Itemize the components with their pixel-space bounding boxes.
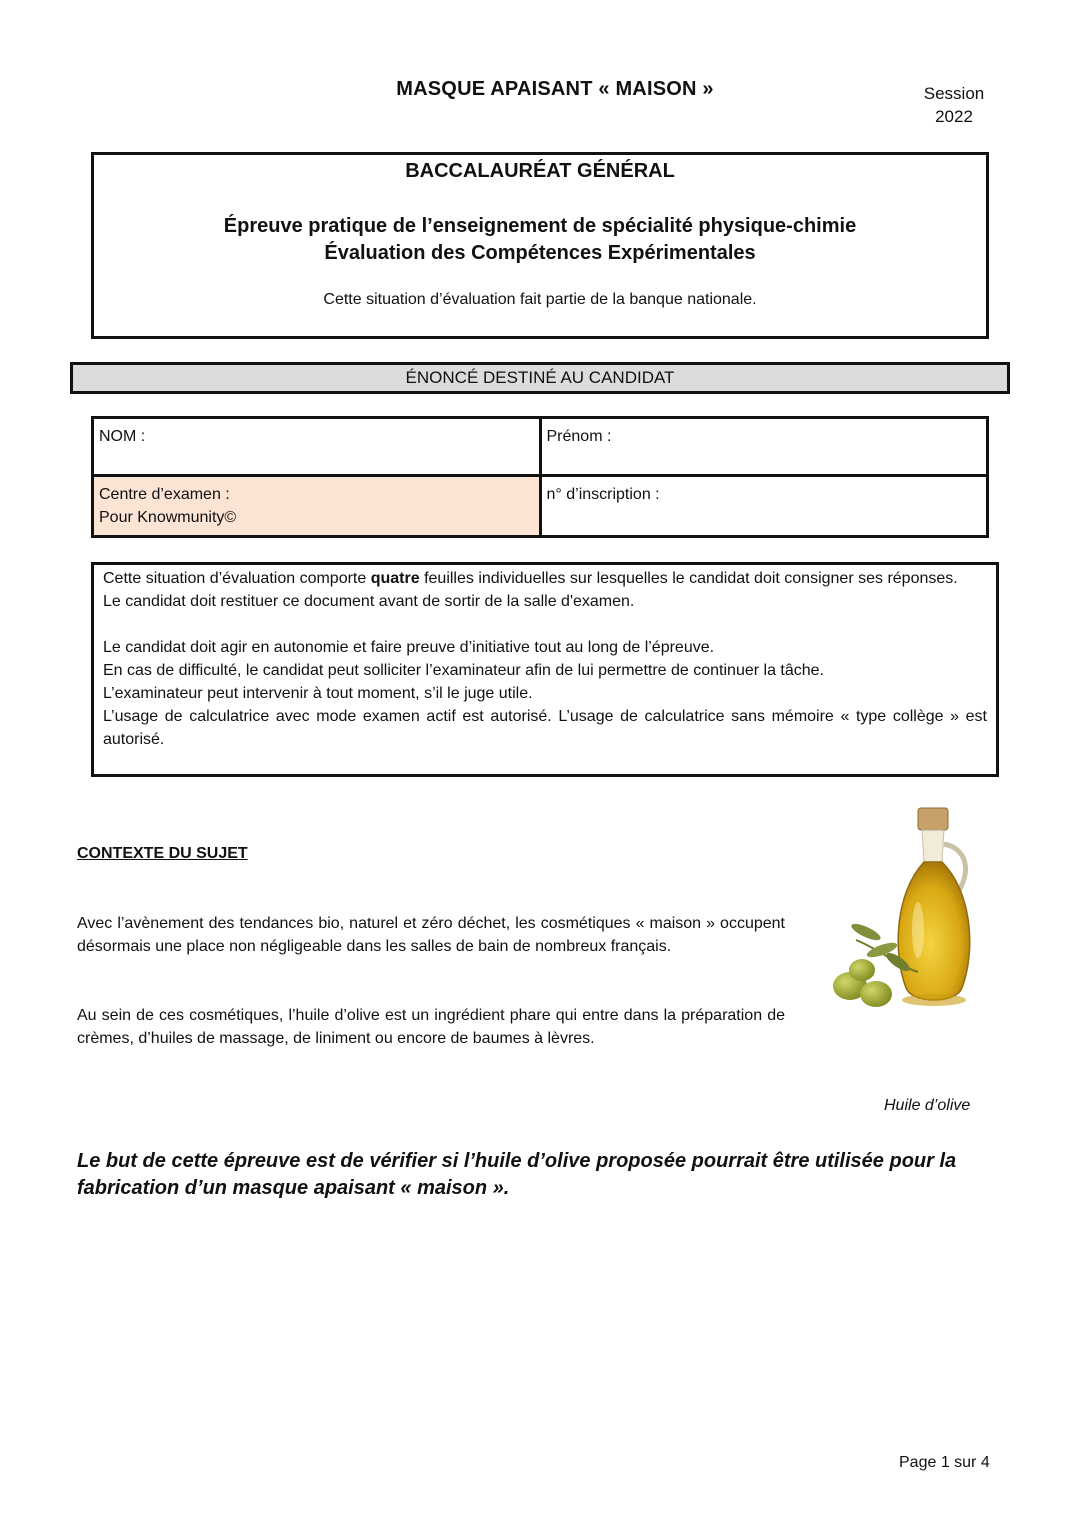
nom-label: NOM : xyxy=(99,428,146,445)
rules-text: Cette situation d’évaluation comporte xyxy=(103,570,371,587)
session-word: Session xyxy=(923,84,985,103)
national-bank-note: Cette situation d’évaluation fait partie de la banque nationale. xyxy=(323,291,757,308)
exam-header-box xyxy=(91,152,989,339)
context-paragraph-1: Avec l’avènement des tendances bio, naturel et zéro déchet, les cosmétiques « maison » occupent désormais une place non négligeable dans les salles de bain de nombreux français. xyxy=(77,915,785,955)
exam-centre-label: Centre d’examen : xyxy=(99,486,230,503)
image-caption: Huile d’olive xyxy=(884,1097,971,1114)
rules-emphasis: quatre xyxy=(370,570,420,587)
context-heading: CONTEXTE DU SUJET xyxy=(77,845,248,862)
bac-title: BACCALAURÉAT GÉNÉRAL xyxy=(405,160,675,182)
exam-goal-statement: Le but de cette épreuve est de vérifier si l’huile d’olive proposée pourrait être utilisée pour la fabrication d’un masque apaisant « maison ». xyxy=(77,1150,957,1199)
nom-field[interactable] xyxy=(93,418,541,476)
rules-line-autonomy: Le candidat doit agir en autonomie et faire preuve d’initiative tout au long de l’épreuve. xyxy=(103,639,715,656)
session-year: 2022 xyxy=(935,107,973,126)
prenom-field[interactable] xyxy=(540,418,988,476)
rules-line-calculator: L’usage de calculatrice avec mode examen actif est autorisé. L’usage de calculatrice sans mémoire « type collège » est autorisé. xyxy=(103,708,987,748)
exam-subtitle-line2: Évaluation des Compétences Expérimentales xyxy=(324,242,756,264)
exam-centre-value: Pour Knowmunity© xyxy=(99,509,237,526)
registration-number-field[interactable] xyxy=(540,476,988,537)
rules-line-difficulty: En cas de difficulté, le candidat peut solliciter l’examinateur afin de lui permettre de continuer la tâche. xyxy=(103,662,824,679)
exam-centre-field xyxy=(93,476,541,537)
candidate-identity-table xyxy=(91,416,989,538)
registration-number-label: n° d’inscription : xyxy=(546,486,660,503)
candidate-statement-banner: ÉNONCÉ DESTINÉ AU CANDIDAT xyxy=(70,362,1010,394)
prenom-label: Prénom : xyxy=(546,428,612,445)
olive-oil-bottle-image xyxy=(826,800,986,1015)
context-paragraph-2: Au sein de ces cosmétiques, l’huile d’olive est un ingrédient phare qui entre dans la préparation de crèmes, d’huiles de massage, de liniment ou encore de baumes à lèvres. xyxy=(77,1007,785,1047)
rules-line-sheets xyxy=(103,567,987,590)
rules-text: feuilles individuelles sur lesquelles le candidat doit consigner ses réponses. xyxy=(419,570,958,587)
rules-line-return: Le candidat doit restituer ce document avant de sortir de la salle d'examen. xyxy=(103,593,635,610)
exam-rules-box xyxy=(91,562,999,777)
page-number: Page 1 sur 4 xyxy=(899,1454,990,1471)
session-label xyxy=(905,82,1003,128)
rules-line-examiner: L’examinateur peut intervenir à tout moment, s’il le juge utile. xyxy=(103,685,533,702)
exam-subtitle-line1: Épreuve pratique de l’enseignement de spécialité physique-chimie xyxy=(223,215,857,237)
document-title: MASQUE APAISANT « MAISON » xyxy=(396,78,714,100)
